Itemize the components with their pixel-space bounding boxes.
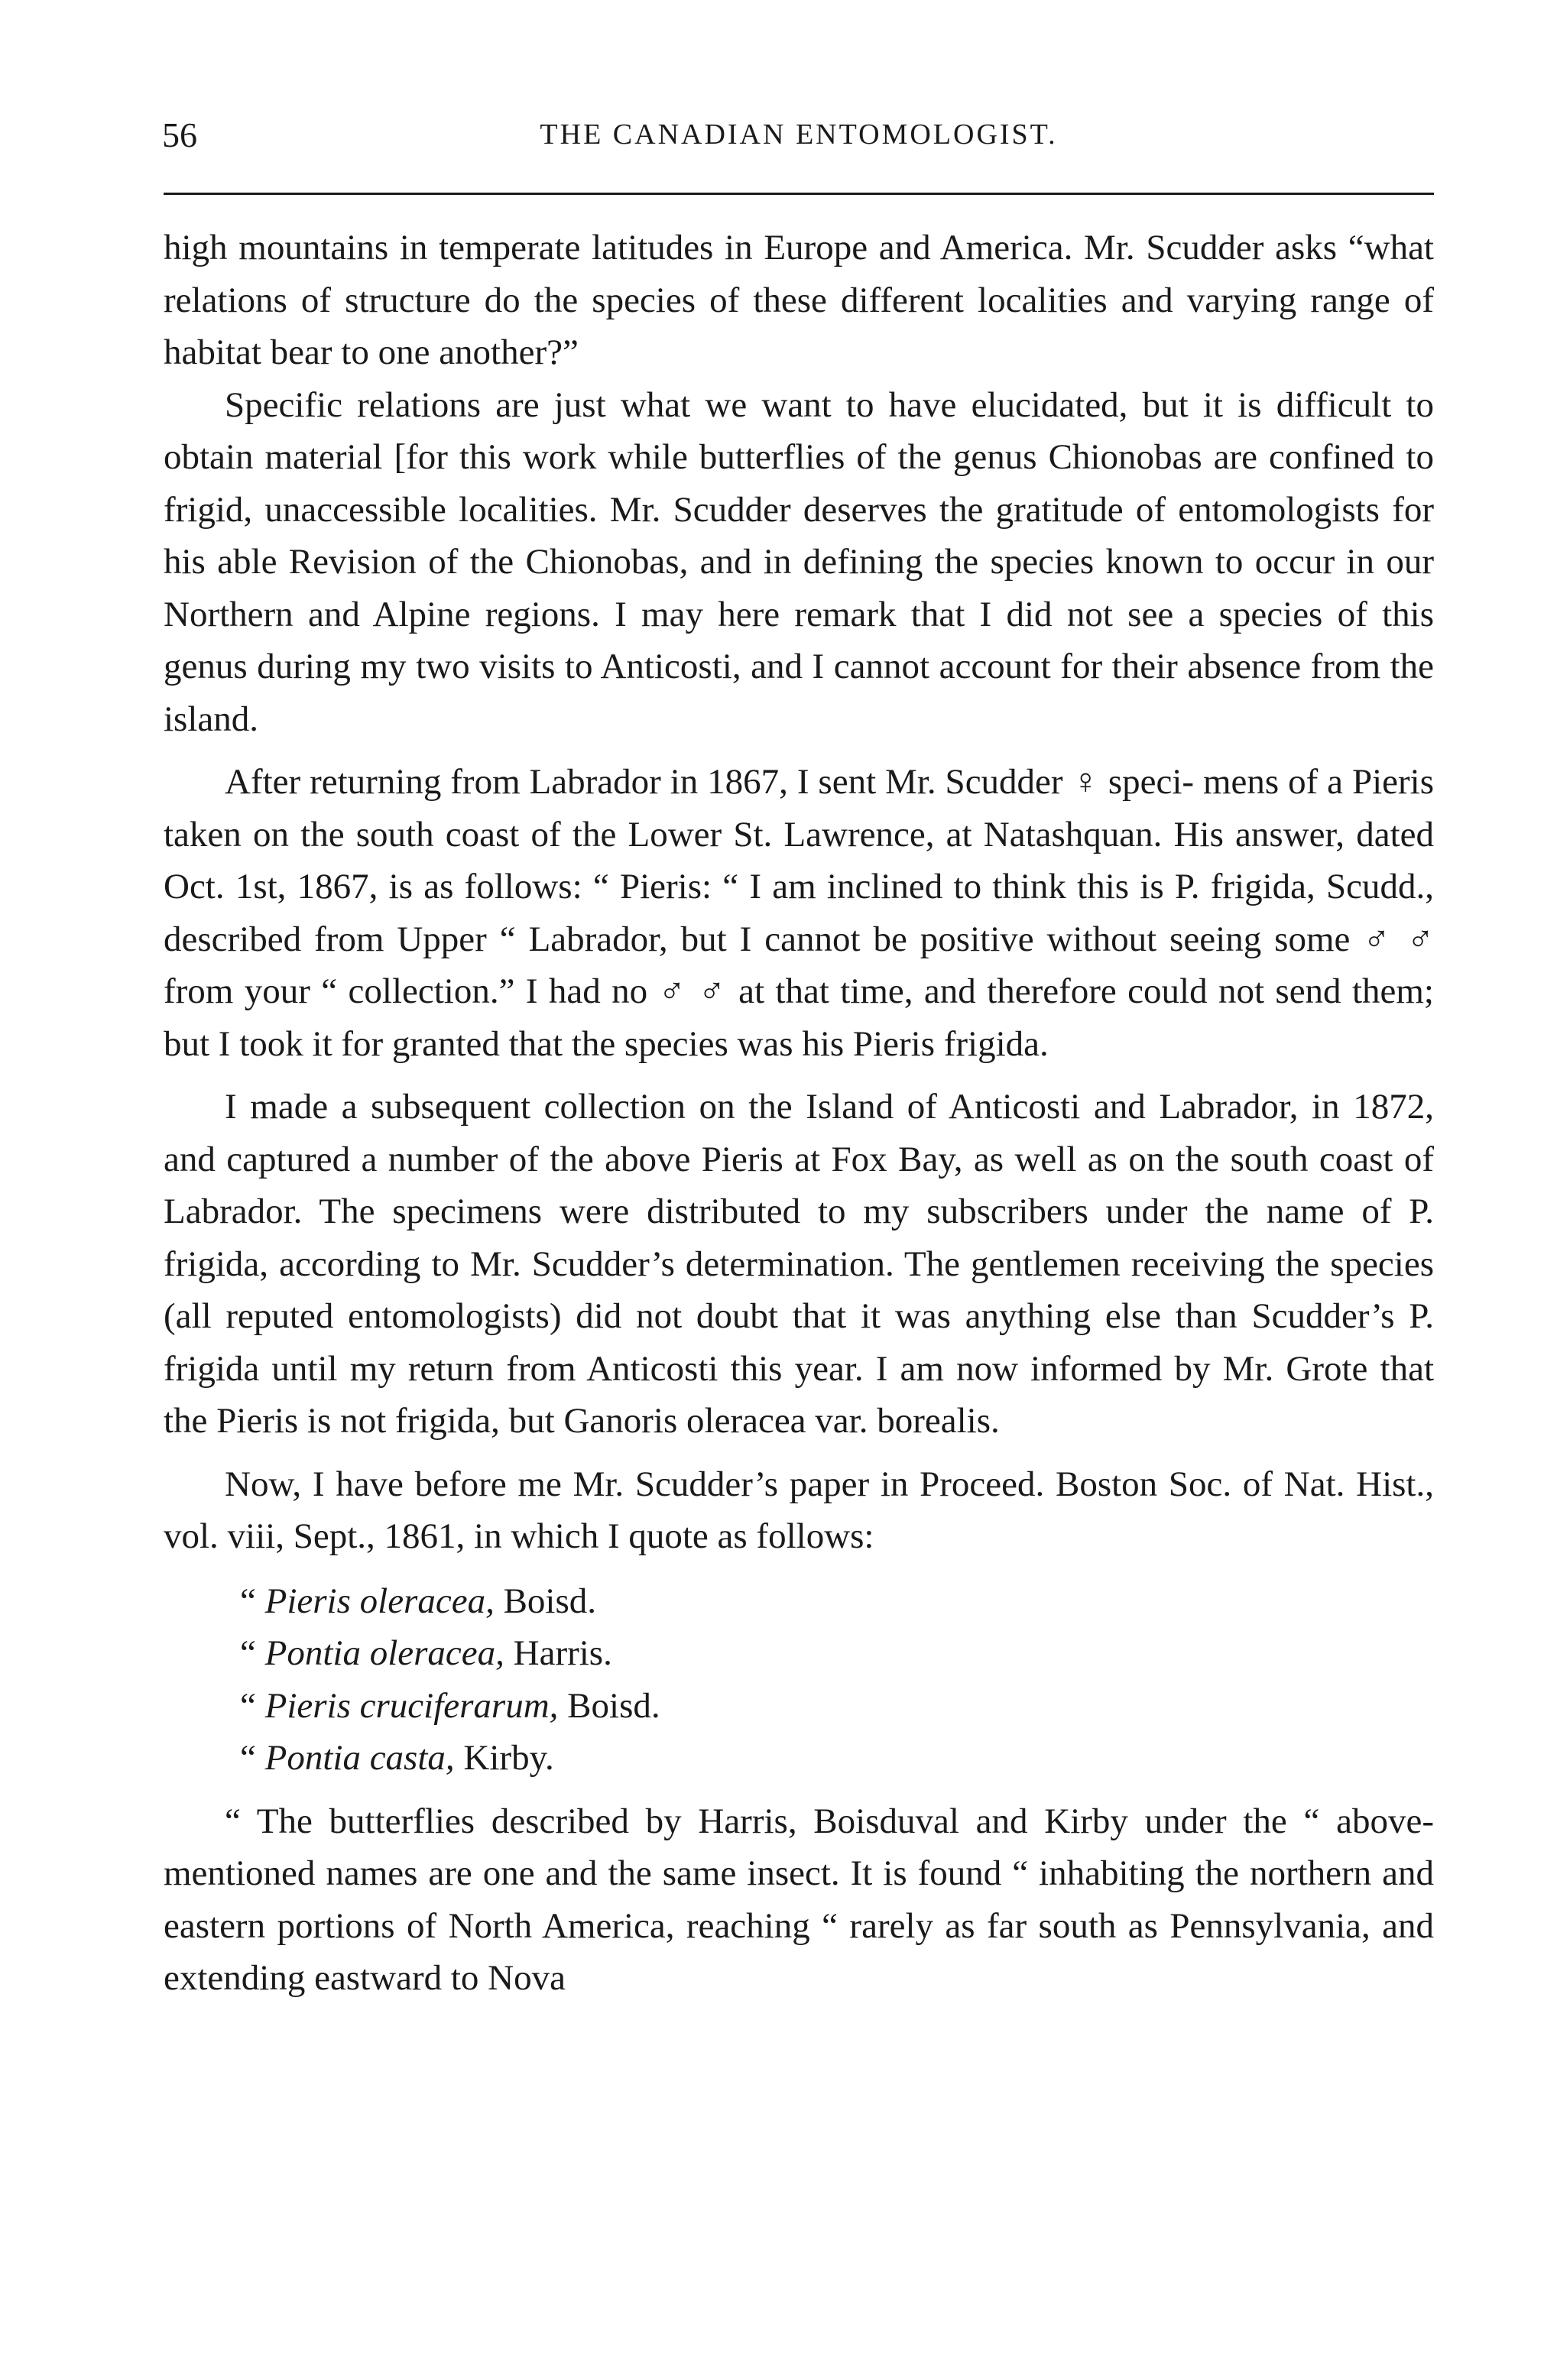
text-line: “ The butterflies described by Harris, Boisduval and Kirby under the bbox=[225, 1801, 1287, 1841]
text-line: informed by Mr. Grote that the Pieris is not frigida, but Ganoris oleracea bbox=[164, 1348, 1435, 1441]
text-line: Chionobas are confined to frigid, unaccessible localities. Mr. Scudder bbox=[164, 437, 1434, 530]
text-line: reputed entomologists) did not doubt that it was anything else than bbox=[225, 1296, 1237, 1336]
species-author: Boisd. bbox=[494, 1581, 597, 1621]
text-line: deserves the gratitude of entomologists for his able Revision of the bbox=[164, 489, 1435, 582]
text-line: Labrador, in 1872, and captured a number of the above Pieris at Fox bbox=[164, 1087, 1434, 1179]
text-line: Natashquan. His answer, dated Oct. 1st, 1867, is as follows: “ Pieris: bbox=[164, 814, 1434, 906]
list-item: “ Pieris oleracea, Boisd. bbox=[240, 1581, 597, 1621]
species-author: Boisd. bbox=[558, 1685, 660, 1726]
text-line: After returning from Labrador in 1867, I sent Mr. Scudder ♀ speci- bbox=[225, 762, 1195, 802]
species-name: Pieris oleracea, bbox=[264, 1581, 495, 1621]
text-line: them; but I took it for granted that the species was his Pieris frigida. bbox=[164, 971, 1434, 1064]
text-line: Specific relations are just what we want to have elucidated, but it is bbox=[225, 384, 1262, 425]
text-line: this genus during my two visits to Anticosti, and I cannot account for bbox=[164, 594, 1435, 686]
paragraph bbox=[164, 379, 1434, 746]
text-line: “ collection.” I had no ♂ ♂ at that time, and therefore could not send bbox=[321, 971, 1341, 1011]
species-author: Harris. bbox=[504, 1633, 612, 1673]
text-line: “ inhabiting the northern and eastern portions of North America, reaching bbox=[164, 1853, 1434, 1946]
species-author: Kirby. bbox=[454, 1738, 554, 1778]
text-line: of Nat. Hist., vol. viii, Sept., 1861, in which I quote as follows: bbox=[164, 1464, 1434, 1556]
paragraph bbox=[164, 222, 1434, 379]
text-line: distributed to my subscribers under the name of P. frigida, according to bbox=[164, 1192, 1434, 1284]
text-line: Now, I have before me Mr. Scudder’s paper in Proceed. Boston Soc. bbox=[225, 1464, 1232, 1504]
running-title: THE CANADIAN ENTOMOLOGIST. bbox=[540, 118, 1058, 151]
text-line: different localities and varying range of habitat bear to one another?” bbox=[164, 280, 1435, 372]
text-line: “ above-mentioned names are one and the same insect. It is found bbox=[164, 1801, 1434, 1893]
body-text bbox=[164, 222, 1434, 2005]
text-line: I made a subsequent collection on the Island of Anticosti and bbox=[225, 1087, 1146, 1127]
text-line: their absence from the island. bbox=[164, 647, 1434, 739]
text-line: Scudder’s P. frigida until my return from Anticosti this year. I am now bbox=[164, 1296, 1434, 1389]
species-name: Pontia casta, bbox=[264, 1738, 455, 1778]
list-item: “ Pontia casta, Kirby. bbox=[240, 1738, 554, 1778]
paragraph bbox=[164, 1081, 1434, 1448]
paragraph bbox=[164, 1458, 1434, 1563]
header-rule bbox=[164, 193, 1434, 195]
list-item: “ Pontia oleracea, Harris. bbox=[240, 1633, 612, 1673]
species-quote-list bbox=[164, 1575, 1434, 1785]
paragraph bbox=[164, 1795, 1434, 2005]
species-name: Pontia oleracea, bbox=[264, 1633, 504, 1673]
paragraph bbox=[164, 756, 1434, 1070]
text-line: “ rarely as far south as Pennsylvania, and extending eastward to Nova bbox=[164, 1905, 1435, 1998]
text-line: and Alpine regions. I may here remark that I did not see a species of bbox=[307, 594, 1367, 634]
text-line: “ Labrador, but I cannot be positive without seeing some ♂ ♂ from your bbox=[164, 919, 1434, 1011]
text-line: Scudder asks “what relations of structure do the species of these bbox=[164, 228, 1434, 320]
page-number: 56 bbox=[162, 115, 197, 154]
text-line: Chionobas, and in defining the species known to occur in our Northern bbox=[164, 542, 1434, 634]
species-name: Pieris cruciferarum, bbox=[264, 1685, 559, 1726]
text-line: Mr. Scudder’s determination. The gentlemen receiving the species (all bbox=[164, 1244, 1434, 1336]
text-line: var. borealis. bbox=[815, 1401, 1000, 1441]
page-header bbox=[162, 115, 1435, 161]
text-line: Bay, as well as on the south coast of Labrador. The specimens were bbox=[164, 1139, 1435, 1231]
list-item: “ Pieris cruciferarum, Boisd. bbox=[240, 1685, 660, 1726]
text-line: “ I am inclined to think this is P. frigida, Scudd., described from Upper bbox=[164, 867, 1435, 959]
text-line: mens of a Pieris taken on the south coast of the Lower St. Lawrence, at bbox=[164, 762, 1434, 854]
text-line: difficult to obtain material [for this work while butterflies of the genus bbox=[164, 384, 1434, 477]
text-line: high mountains in temperate latitudes in Europe and America. Mr. bbox=[164, 228, 1135, 268]
